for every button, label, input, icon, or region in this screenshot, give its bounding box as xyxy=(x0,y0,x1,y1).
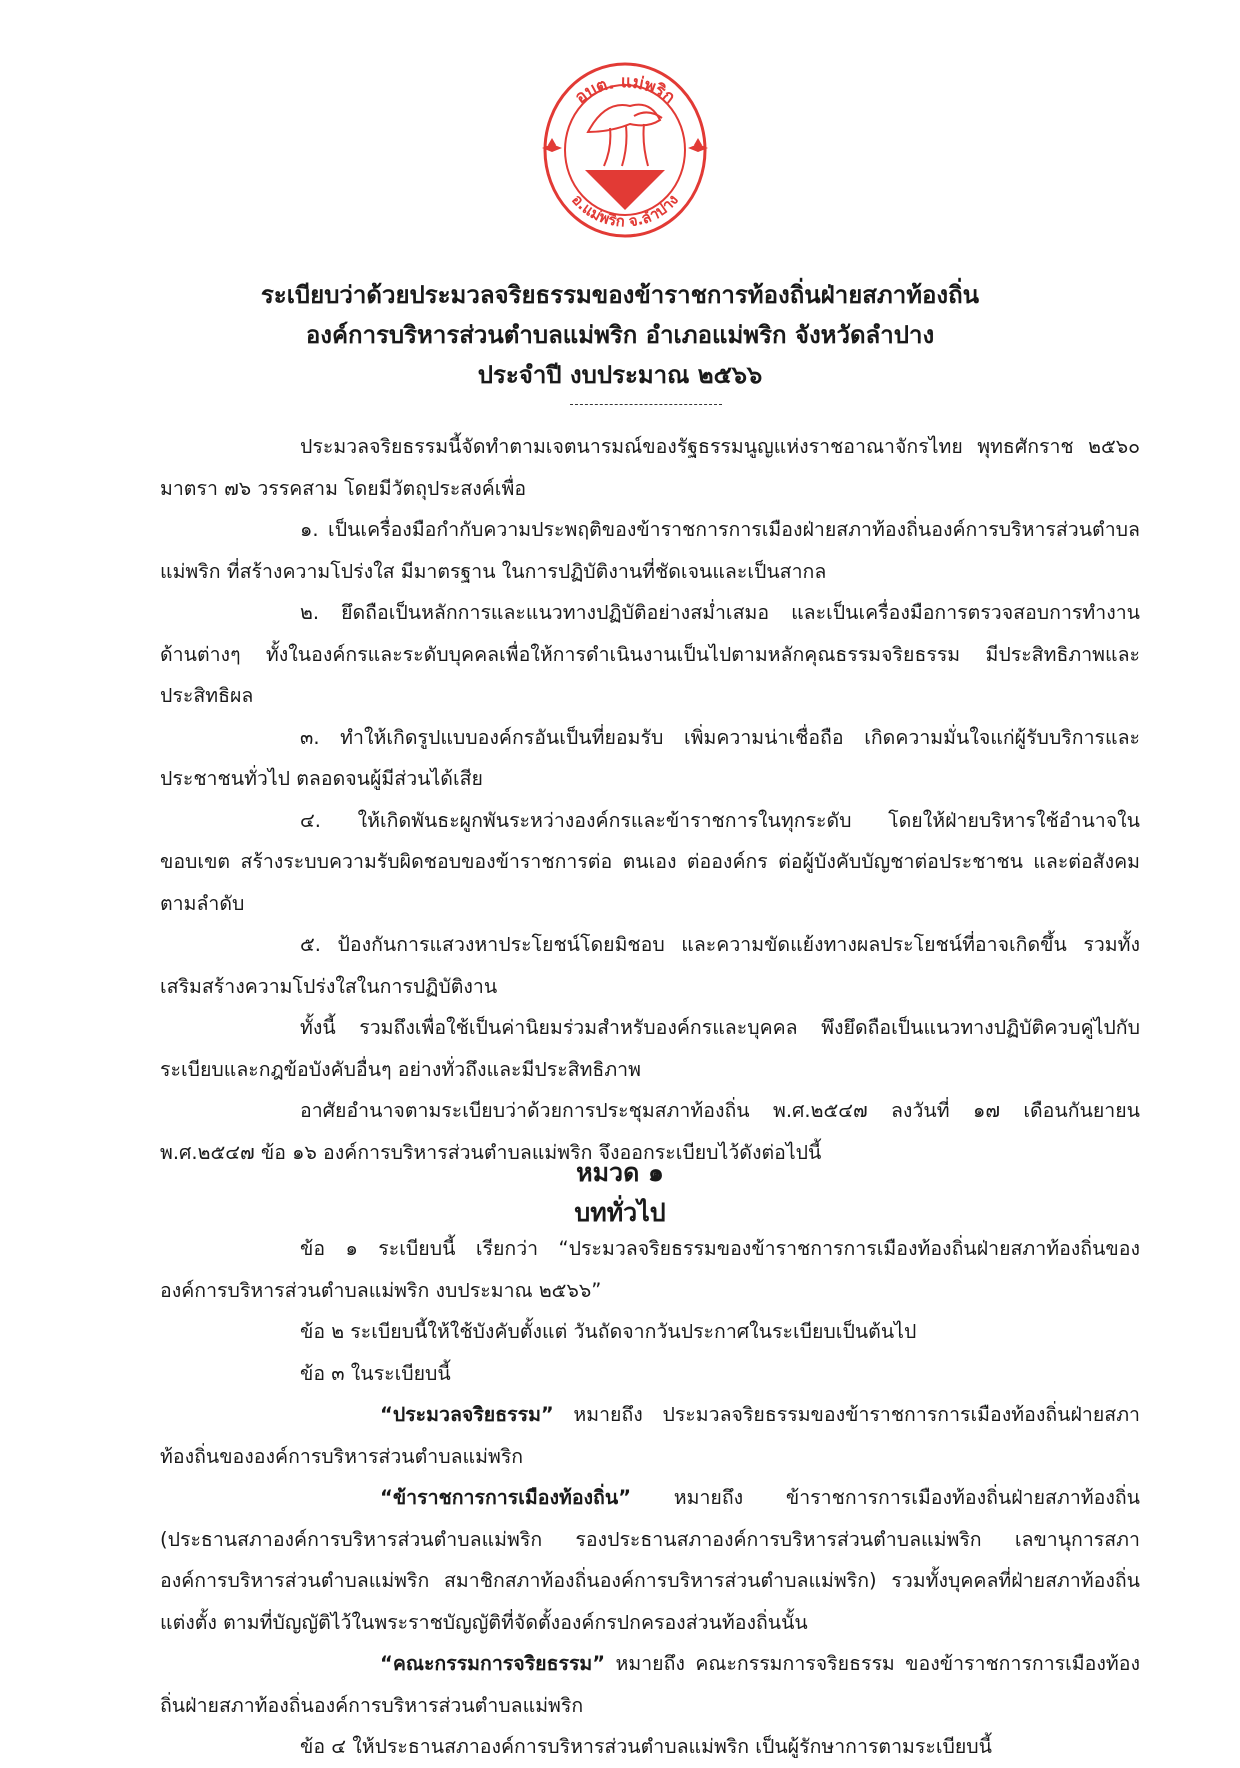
authority-paragraph: อาศัยอำนาจตามระเบียบว่าด้วยการประชุมสภาท้องถิ่น พ.ศ.๒๕๔๗ ลงวันที่ ๑๗ เดือนกันยายน พ.ศ.๒๕๔๗ ข้อ ๑๖ องค์การบริหารส่วนตำบลแม่พริก จึงออกระเบียบไว้ดังต่อไปนี้ xyxy=(160,1099,1140,1164)
intro-paragraph: ประมวลจริยธรรมนี้จัดทำตามเจตนารมณ์ของรัฐธรรมนูญแห่งราชอาณาจักรไทย พุทธศักราช ๒๕๖๐ มาตรา ๗๖ วรรคสาม โดยมีวัตถุประสงค์เพื่อ xyxy=(160,435,1140,500)
mushroom-emblem xyxy=(588,105,662,166)
definition-ethics-code xyxy=(160,1394,1140,1477)
definition-local-official xyxy=(160,1477,1140,1643)
title-divider xyxy=(570,404,722,405)
chapter-title: บททั่วไป xyxy=(574,1198,666,1227)
document-title-line-1: ระเบียบว่าด้วยประมวลจริยธรรมของข้าราชการท้องถิ่นฝ่ายสภาท้องถิ่น xyxy=(260,281,980,309)
chapter-number: หมวด ๑ xyxy=(576,1158,664,1187)
objective-5: ๕. ป้องกันการแสวงหาประโยชน์โดยมิชอบ และความขัดแย้งทางผลประโยชน์ที่อาจเกิดขึ้น รวมทั้งเสริมสร้างความโปร่งใสในการปฏิบัติงาน xyxy=(160,933,1140,998)
articles-section xyxy=(160,1228,1140,1768)
objective-2: ๒. ยึดถือเป็นหลักการและแนวทางปฏิบัติอย่างสม่ำเสมอ และเป็นเครื่องมือการตรวจสอบการทำงานด้านต่างๆ ทั้งในองค์กรและระดับบุคคลเพื่อให้การดำเนินงานเป็นไปตามหลักคุณธรรมจริยธรรม มีประสิทธิภาพและประสิทธิผล xyxy=(160,601,1140,707)
definition-text: หมายถึง คณะกรรมการจริยธรรม ของข้าราชการการเมืองท้องถิ่นฝ่ายสภาท้องถิ่นองค์การบริหารส่วนตำบลแม่พริก xyxy=(160,1652,1140,1717)
seal-top-text: อบต. แม่พริก xyxy=(571,72,679,109)
intro-section xyxy=(160,426,1140,1173)
definition-term: “คณะกรรมการจริยธรรม” xyxy=(380,1652,606,1675)
organization-seal xyxy=(530,20,720,270)
scope-paragraph: ทั้งนี้ รวมถึงเพื่อใช้เป็นค่านิยมร่วมสำหรับองค์กรและบุคคล พึงยึดถือเป็นแนวทางปฏิบัติควบคู่ไปกับระเบียบและกฎข้อบังคับอื่นๆ อย่างทั่วถึงและมีประสิทธิภาพ xyxy=(160,1016,1140,1081)
definition-text: หมายถึง ข้าราชการการเมืองท้องถิ่นฝ่ายสภาท้องถิ่น (ประธานสภาองค์การบริหารส่วนตำบลแม่พริก รองประธานสภาองค์การบริหารส่วนตำบลแม่พริก เลขานุการสภาองค์การบริหารส่วนตำบลแม่พริก สมาชิกสภาท้องถิ่นองค์การบริหารส่วนตำบลแม่พริก) รวมทั้งบุคคลที่ฝ่ายสภาท้องถิ่นแต่งตั้ง ตามที่บัญญัติไว้ในพระราชบัญญัติที่จัดตั้งองค์กรปกครองส่วนท้องถิ่นนั้น xyxy=(160,1486,1140,1634)
mountain-emblem xyxy=(585,170,665,210)
article-4: ข้อ ๔ ให้ประธานสภาองค์การบริหารส่วนตำบลแม่พริก เป็นผู้รักษาการตามระเบียบนี้ xyxy=(300,1735,993,1758)
article-3: ข้อ ๓ ในระเบียบนี้ xyxy=(300,1361,451,1385)
article-1: ข้อ ๑ ระเบียบนี้ เรียกว่า “ประมวลจริยธรรมของข้าราชการการเมืองท้องถิ่นฝ่ายสภาท้องถิ่นขององค์การบริหารส่วนตำบลแม่พริก งบประมาณ ๒๕๖๖” xyxy=(160,1237,1140,1302)
definition-ethics-committee xyxy=(160,1643,1140,1726)
definition-term: “ประมวลจริยธรรม” xyxy=(380,1403,554,1426)
svg-text:อบต. แม่พริก xyxy=(571,72,678,108)
article-2: ข้อ ๒ ระเบียบนี้ให้ใช้บังคับตั้งแต่ วันถัดจากวันประกาศในระเบียบเป็นต้นไป xyxy=(300,1320,917,1343)
document-title-line-2: องค์การบริหารส่วนตำบลแม่พริก อำเภอแม่พริก จังหวัดลำปาง xyxy=(305,321,935,349)
document-title-line-3: ประจำปี งบประมาณ ๒๕๖๖ xyxy=(477,361,763,389)
definition-term: “ข้าราชการการเมืองท้องถิ่น” xyxy=(380,1486,632,1509)
definition-text: หมายถึง ประมวลจริยธรรมของข้าราชการการเมืองท้องถิ่นฝ่ายสภาท้องถิ่นขององค์การบริหารส่วนตำบลแม่พริก xyxy=(160,1403,1140,1468)
seal-bottom-text: อ.แม่พริก จ.ลำปาง xyxy=(568,190,682,231)
objective-1: ๑. เป็นเครื่องมือกำกับความประพฤติของข้าราชการการเมืองฝ่ายสภาท้องถิ่นองค์การบริหารส่วนตำบลแม่พริก ที่สร้างความโปร่งใส มีมาตรฐาน ในการปฏิบัติงานที่ชัดเจนและเป็นสากล xyxy=(160,518,1140,583)
objective-3: ๓. ทำให้เกิดรูปแบบองค์กรอันเป็นที่ยอมรับ เพิ่มความน่าเชื่อถือ เกิดความมั่นใจแก่ผู้รับบริการและประชาชนทั่วไป ตลอดจนผู้มีส่วนได้เสีย xyxy=(160,725,1140,790)
objective-4: ๔. ให้เกิดพันธะผูกพันระหว่างองค์กรและข้าราชการในทุกระดับ โดยให้ฝ่ายบริหารใช้อำนาจในขอบเขต สร้างระบบความรับผิดชอบของข้าราชการต่อ ตนเอง ต่อองค์กร ต่อผู้บังคับบัญชาต่อประชาชน และต่อสังคม ตามลำดับ xyxy=(160,808,1140,915)
